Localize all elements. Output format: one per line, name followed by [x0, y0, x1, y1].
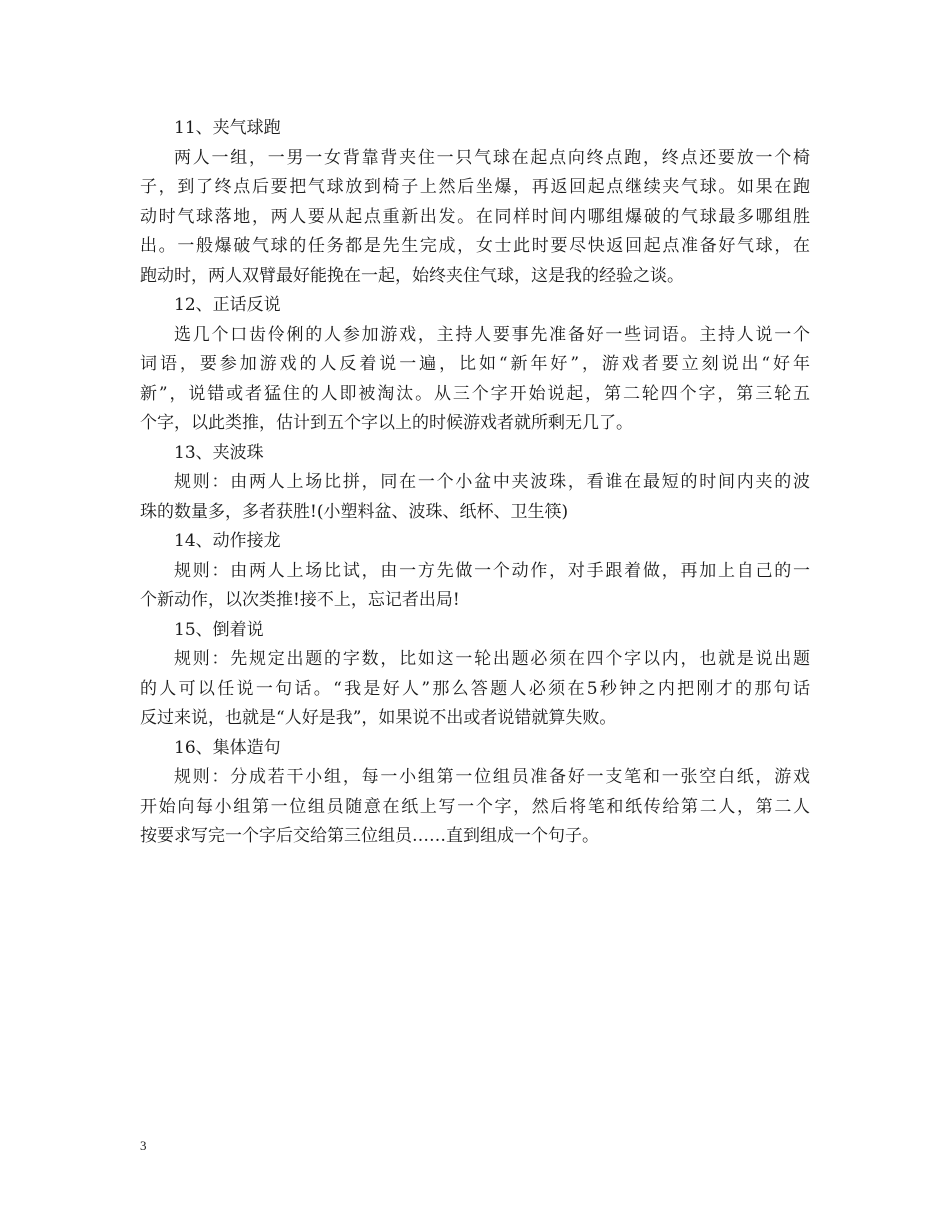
paragraph-line: 规则：先规定出题的字数，比如这一轮出题必须在四个字以内，也就是说出题 [174, 649, 810, 669]
paragraph-line: 珠的数量多，多者获胜!(小塑料盆、波珠、纸杯、卫生筷) [140, 501, 569, 522]
section-heading: 11、夹气球跑 [174, 118, 281, 138]
paragraph-line: 反过来说，也就是“人好是我”，如果说不出或者说错就算失败。 [140, 708, 617, 728]
section-heading: 12、正话反说 [174, 295, 281, 315]
section-heading: 14、动作接龙 [174, 531, 281, 551]
paragraph-line: 规则：分成若干小组，每一小组第一位组员准备好一支笔和一张空白纸，游戏 [174, 767, 810, 787]
paragraph-line: 两人一组，一男一女背靠背夹住一只气球在起点向终点跑，终点还要放一个椅 [174, 147, 810, 168]
paragraph-line: 按要求写完一个字后交给第三位组员……直到组成一个句子。 [140, 826, 599, 846]
paragraph-line: 选几个口齿伶俐的人参加游戏，主持人要事先准备好一些词语。主持人说一个 [174, 324, 810, 345]
paragraph-line: 子，到了终点后要把气球放到椅子上然后坐爆，再返回起点继续夹气球。如果在跑 [140, 177, 810, 197]
paragraph-line: 词语，要参加游戏的人反着说一遍，比如“新年好”，游戏者要立刻说出“好年 [140, 354, 810, 374]
page-number: 3 [140, 1138, 147, 1153]
paragraph-line: 出。一般爆破气球的任务都是先生完成，女士此时要尽快返回起点准备好气球，在 [140, 236, 810, 256]
paragraph-line: 规则：由两人上场比拼，同在一个小盆中夹波珠，看谁在最短的时间内夹的波 [174, 472, 810, 492]
paragraph-line: 个字，以此类推，估计到五个字以上的时候游戏者就所剩无几了。 [140, 413, 633, 433]
paragraph-line: 规则：由两人上场比试，由一方先做一个动作，对手跟着做，再加上自己的一 [174, 560, 810, 581]
document-body [140, 114, 810, 852]
paragraph-line: 的人可以任说一句话。“我是好人”那么答题人必须在5秒钟之内把刚才的那句话 [140, 678, 810, 699]
section-heading: 15、倒着说 [174, 619, 264, 640]
section-heading: 16、集体造句 [174, 737, 281, 758]
paragraph-line: 跑动时，两人双臂最好能挽在一起，始终夹住气球，这是我的经验之谈。 [140, 265, 684, 286]
paragraph-line: 动时气球落地，两人要从起点重新出发。在同样时间内哪组爆破的气球最多哪组胜 [140, 206, 810, 227]
paragraph-line: 开始向每小组第一位组员随意在纸上写一个字，然后将笔和纸传给第二人，第二人 [140, 796, 810, 817]
paragraph-line: 新”，说错或者猛住的人即被淘汰。从三个字开始说起，第二轮四个字，第三轮五 [140, 383, 810, 404]
section-heading: 13、夹波珠 [174, 442, 264, 463]
paragraph-line: 个新动作，以次类推!接不上，忘记者出局! [140, 590, 460, 610]
